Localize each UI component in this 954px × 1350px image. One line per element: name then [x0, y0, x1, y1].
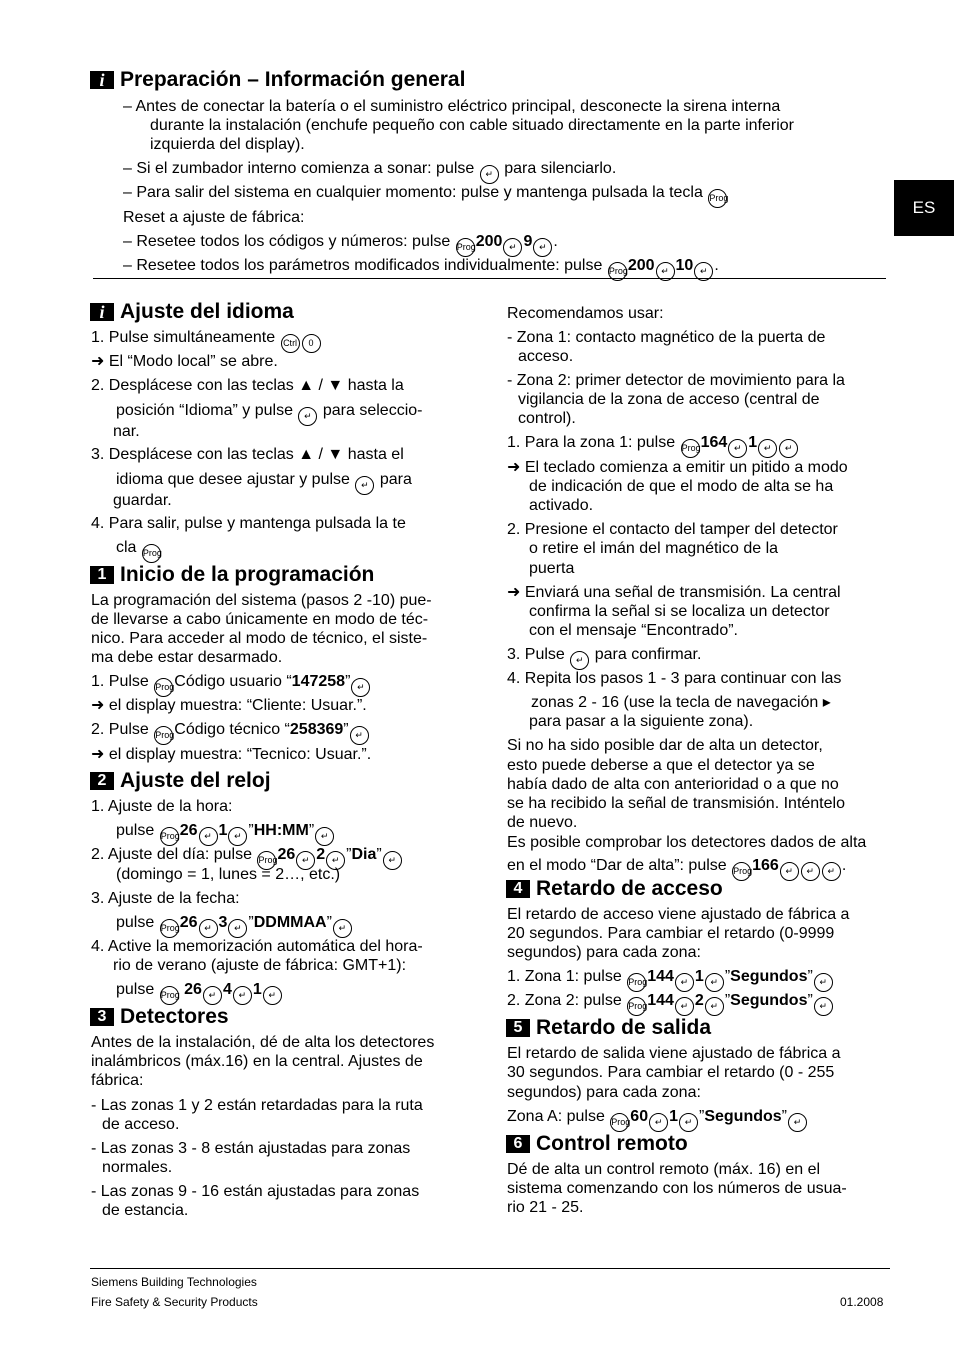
- footer-division: Fire Safety & Security Products: [91, 1295, 258, 1309]
- enter-key-icon: ↵: [570, 651, 589, 670]
- text-line: esto puede deberse a que el detector ya se: [507, 757, 815, 774]
- enter-key-icon: ↵: [649, 1113, 668, 1132]
- section-title-preparacion: [90, 68, 465, 92]
- result: de indicación de que el modo de alta se ha: [529, 478, 834, 495]
- title-text: Preparación – Información general: [120, 68, 466, 91]
- enter-key-icon: ↵: [296, 851, 315, 870]
- step: 3. Pulse ↵ para confirmar.: [507, 645, 701, 670]
- text-line: sistema comenzando con los números de usua-: [507, 1180, 847, 1197]
- section-title-reloj: 2 Ajuste del reloj: [90, 769, 271, 793]
- text-line: segundos) para cada zona:: [507, 1084, 701, 1101]
- text-line: inalámbricos (máx.16) en la central. Ajustes de: [91, 1053, 423, 1070]
- list-item: acceso.: [518, 348, 574, 365]
- step: idioma que desee ajustar y pulse ↵ para: [116, 470, 412, 495]
- step: posición “Idioma” y pulse ↵ para seleccio-: [116, 401, 422, 426]
- prog-key-icon: Prog: [154, 726, 173, 745]
- enter-key-icon: ↵: [480, 165, 499, 184]
- result: ➜ Enviará una señal de transmisión. La central: [507, 584, 841, 601]
- section-title-detectores: 3 Detectores: [90, 1005, 229, 1029]
- step-number-badge: 5: [506, 1019, 530, 1037]
- step-number-badge: 2: [90, 772, 114, 790]
- enter-key-icon: ↵: [675, 997, 694, 1016]
- text-line: La programación del sistema (pasos 2 -10) pue-: [91, 592, 432, 609]
- text-line: – Antes de conectar la batería o el suministro eléctrico principal, desconecte la sirena interna: [123, 98, 781, 115]
- enter-key-icon: ↵: [533, 238, 552, 257]
- enter-key-icon: ↵: [779, 439, 798, 458]
- text-line: de nuevo.: [507, 814, 578, 831]
- list-item: - Zona 2: primer detector de movimiento para la: [507, 372, 845, 389]
- zero-key-icon: 0: [302, 334, 321, 353]
- enter-key-icon: ↵: [728, 439, 747, 458]
- prog-key-icon: Prog: [608, 262, 627, 281]
- result: ➜ el display muestra: “Cliente: Usuar.”.: [91, 697, 367, 714]
- prog-key-icon: Prog: [708, 189, 727, 208]
- info-icon: i: [90, 303, 114, 321]
- text-line: durante la instalación (enchufe pequeño con cable situado directamente en la parte inferior: [150, 117, 794, 134]
- prog-key-icon: Prog: [681, 439, 700, 458]
- enter-key-icon: ↵: [326, 851, 345, 870]
- text-line: segundos) para cada zona:: [507, 944, 701, 961]
- text-line: 20 segundos. Para cambiar el retardo (0-9999: [507, 925, 835, 942]
- enter-key-icon: ↵: [679, 1113, 698, 1132]
- text-line: de llevarse a cabo únicamente en modo de téc-: [91, 611, 429, 628]
- enter-key-icon: ↵: [758, 439, 777, 458]
- enter-key-icon: ↵: [355, 476, 374, 495]
- right-arrow-key-icon: ▸: [822, 694, 831, 711]
- list-item: - Las zonas 3 - 8 están ajustadas para zonas: [91, 1140, 411, 1157]
- list-item: - Las zonas 9 - 16 están ajustadas para zonas: [91, 1183, 420, 1200]
- list-item: de acceso.: [102, 1116, 180, 1133]
- step: rio de verano (ajuste de fábrica: GMT+1):: [113, 957, 407, 974]
- step: 2. Pulse ProgCódigo técnico “258369” ↵: [91, 720, 370, 745]
- footer-divider: [90, 1268, 890, 1269]
- text-line: Reset a ajuste de fábrica:: [123, 209, 305, 226]
- list-item: control).: [518, 410, 576, 427]
- step-number-badge: 4: [506, 880, 530, 898]
- result: ➜ El “Modo local” se abre.: [91, 353, 278, 370]
- step: o retire el imán del magnético de la: [529, 540, 779, 557]
- list-item: - Zona 1: contacto magnético de la puerta de: [507, 329, 826, 346]
- enter-key-icon: ↵: [199, 919, 218, 938]
- list-item: normales.: [102, 1159, 173, 1176]
- text-line: El retardo de acceso viene ajustado de fábrica a: [507, 906, 850, 923]
- enter-key-icon: ↵: [351, 678, 370, 697]
- text-line: Dé de alta un control remoto (máx. 16) en el: [507, 1161, 821, 1178]
- footer-company: Siemens Building Technologies: [91, 1275, 257, 1289]
- step: 2. Ajuste del día: pulse Prog26 ↵ 2 ↵ ”Dia” ↵: [91, 845, 403, 870]
- enter-key-icon: ↵: [383, 851, 402, 870]
- section-title-acceso: 4 Retardo de acceso: [506, 877, 723, 901]
- up-key-icon: ▲: [298, 446, 315, 463]
- step: 1. Pulse ProgCódigo usuario “147258” ↵: [91, 672, 371, 697]
- enter-key-icon: ↵: [298, 407, 317, 426]
- step: guardar.: [113, 492, 172, 509]
- prog-key-icon: Prog: [627, 997, 646, 1016]
- step: nar.: [113, 423, 140, 440]
- step: para pasar a la siguiente zona).: [529, 713, 754, 730]
- up-key-icon: ▲: [298, 377, 315, 394]
- step: 2. Presione el contacto del tamper del detector: [507, 521, 838, 538]
- enter-key-icon: ↵: [503, 238, 522, 257]
- step-number-badge: 3: [90, 1008, 114, 1026]
- enter-key-icon: ↵: [333, 919, 352, 938]
- text-line: había dado de alta con anterioridad o a que no: [507, 776, 839, 793]
- list-item: de estancia.: [102, 1202, 189, 1219]
- enter-key-icon: ↵: [675, 973, 694, 992]
- prog-key-icon: Prog: [154, 678, 173, 697]
- text-line: nico. Para acceder al modo de técnico, el siste-: [91, 630, 428, 647]
- step: (domingo = 1, lunes = 2…, etc.): [116, 866, 341, 883]
- step: pulse Prog26 ↵ 3 ↵ ”DDMMAA” ↵: [116, 913, 353, 938]
- step: 3. Ajuste de la fecha:: [91, 890, 240, 907]
- result: ➜ el display muestra: “Tecnico: Usuar.”.: [91, 746, 372, 763]
- enter-key-icon: ↵: [814, 997, 833, 1016]
- prog-key-icon: Prog: [257, 851, 276, 870]
- section-title-remoto: 6 Control remoto: [506, 1132, 688, 1156]
- language-tab: ES: [894, 180, 954, 236]
- step: 1. Ajuste de la hora:: [91, 798, 233, 815]
- step: cla Prog: [116, 538, 162, 563]
- text-line: Es posible comprobar los detectores dados de alta: [507, 834, 867, 851]
- text-line: – Resetee todos los parámetros modificados individualmente: pulse Prog200 ↵ 10 ↵ .: [123, 256, 719, 281]
- step: 4. Para salir, pulse y mantenga pulsada la te: [91, 515, 406, 532]
- text-line: 30 segundos. Para cambiar el retardo (0 - 255: [507, 1064, 835, 1081]
- enter-key-icon: ↵: [788, 1113, 807, 1132]
- enter-key-icon: ↵: [780, 862, 799, 881]
- result: ➜ El teclado comienza a emitir un pitido a modo: [507, 459, 848, 476]
- text-line: Antes de la instalación, dé de alta los detectores: [91, 1034, 435, 1051]
- down-key-icon: ▼: [327, 446, 344, 463]
- enter-key-icon: ↵: [203, 986, 222, 1005]
- enter-key-icon: ↵: [350, 726, 369, 745]
- step: 2. Zona 2: pulse Prog144 ↵ 2 ↵ ”Segundos” ↵: [507, 991, 834, 1016]
- step: pulse Prog 26 ↵ 4 ↵ 1 ↵: [116, 980, 283, 1005]
- enter-key-icon: ↵: [656, 262, 675, 281]
- prog-key-icon: Prog: [142, 544, 161, 563]
- step: puerta: [529, 560, 575, 577]
- list-item: vigilancia de la zona de acceso (central de: [518, 391, 820, 408]
- enter-key-icon: ↵: [228, 919, 247, 938]
- prog-key-icon: Prog: [160, 827, 179, 846]
- text-line: se ha recibido la señal de transmisión. Inténtelo: [507, 795, 845, 812]
- step: 1. Zona 1: pulse Prog144 ↵ 1 ↵ ”Segundos” ↵: [507, 967, 834, 992]
- down-key-icon: ▼: [327, 377, 344, 394]
- text-line: en el modo “Dar de alta”: pulse Prog166 ↵ ↵ ↵ .: [507, 856, 846, 881]
- text-line: – Resetee todos los códigos y números: pulse Prog200 ↵ 9 ↵ .: [123, 232, 558, 257]
- prog-key-icon: Prog: [160, 986, 179, 1005]
- enter-key-icon: ↵: [199, 827, 218, 846]
- enter-key-icon: ↵: [822, 862, 841, 881]
- text-line: ma debe estar desarmado.: [91, 649, 283, 666]
- step-number-badge: 1: [90, 566, 114, 584]
- section-title-idioma: i Ajuste del idioma: [90, 300, 294, 324]
- enter-key-icon: ↵: [694, 262, 713, 281]
- prog-key-icon: Prog: [456, 238, 475, 257]
- step: 4. Repita los pasos 1 - 3 para continuar con las: [507, 670, 842, 687]
- step: 2. Desplácese con las teclas ▲ / ▼ hasta la: [91, 377, 404, 394]
- enter-key-icon: ↵: [814, 973, 833, 992]
- step: zonas 2 - 16 (use la tecla de navegación ▸: [531, 694, 831, 711]
- text-line: fábrica:: [91, 1072, 144, 1089]
- result: confirma la señal si se localiza un detector: [529, 603, 830, 620]
- text-line: Recomendamos usar:: [507, 305, 664, 322]
- enter-key-icon: ↵: [801, 862, 820, 881]
- result: con el mensaje “Encontrado”.: [529, 622, 738, 639]
- step: pulse Prog26 ↵ 1 ↵ ”HH:MM” ↵: [116, 821, 335, 846]
- divider: [93, 278, 886, 279]
- step: 1. Para la zona 1: pulse Prog164 ↵ 1 ↵ ↵: [507, 433, 799, 458]
- enter-key-icon: ↵: [705, 997, 724, 1016]
- enter-key-icon: ↵: [228, 827, 247, 846]
- text-line: – Para salir del sistema en cualquier momento: pulse y mantenga pulsada la tecla Prog: [123, 183, 728, 208]
- enter-key-icon: ↵: [315, 827, 334, 846]
- text-line: – Si el zumbador interno comienza a sonar: pulse ↵ para silenciarlo.: [123, 159, 616, 184]
- section-title-salida: 5 Retardo de salida: [506, 1016, 711, 1040]
- enter-key-icon: ↵: [705, 973, 724, 992]
- prog-key-icon: Prog: [160, 919, 179, 938]
- text-line: rio 21 - 25.: [507, 1199, 584, 1216]
- section-title-inicio: 1 Inicio de la programación: [90, 563, 374, 587]
- text-line: izquierda del display).: [150, 136, 305, 153]
- step: 3. Desplácese con las teclas ▲ / ▼ hasta el: [91, 446, 404, 463]
- footer-date: 01.2008: [840, 1295, 884, 1309]
- enter-key-icon: ↵: [233, 986, 252, 1005]
- info-icon: i: [90, 71, 114, 89]
- enter-key-icon: ↵: [263, 986, 282, 1005]
- step: Zona A: pulse Prog60 ↵ 1 ↵ ”Segundos” ↵: [507, 1107, 808, 1132]
- text-line: Si no ha sido posible dar de alta un detector,: [507, 737, 823, 754]
- prog-key-icon: Prog: [627, 973, 646, 992]
- ctrl-key-icon: Ctrl: [281, 334, 300, 353]
- list-item: - Las zonas 1 y 2 están retardadas para la ruta: [91, 1097, 423, 1114]
- prog-key-icon: Prog: [610, 1113, 629, 1132]
- step: 4. Active la memorización automática del hora-: [91, 938, 423, 955]
- text-line: El retardo de salida viene ajustado de fábrica a: [507, 1045, 841, 1062]
- step-number-badge: 6: [506, 1135, 530, 1153]
- prog-key-icon: Prog: [732, 862, 751, 881]
- result: activado.: [529, 497, 594, 514]
- step: 1. Pulse simultáneamente Ctrl 0: [91, 328, 322, 353]
